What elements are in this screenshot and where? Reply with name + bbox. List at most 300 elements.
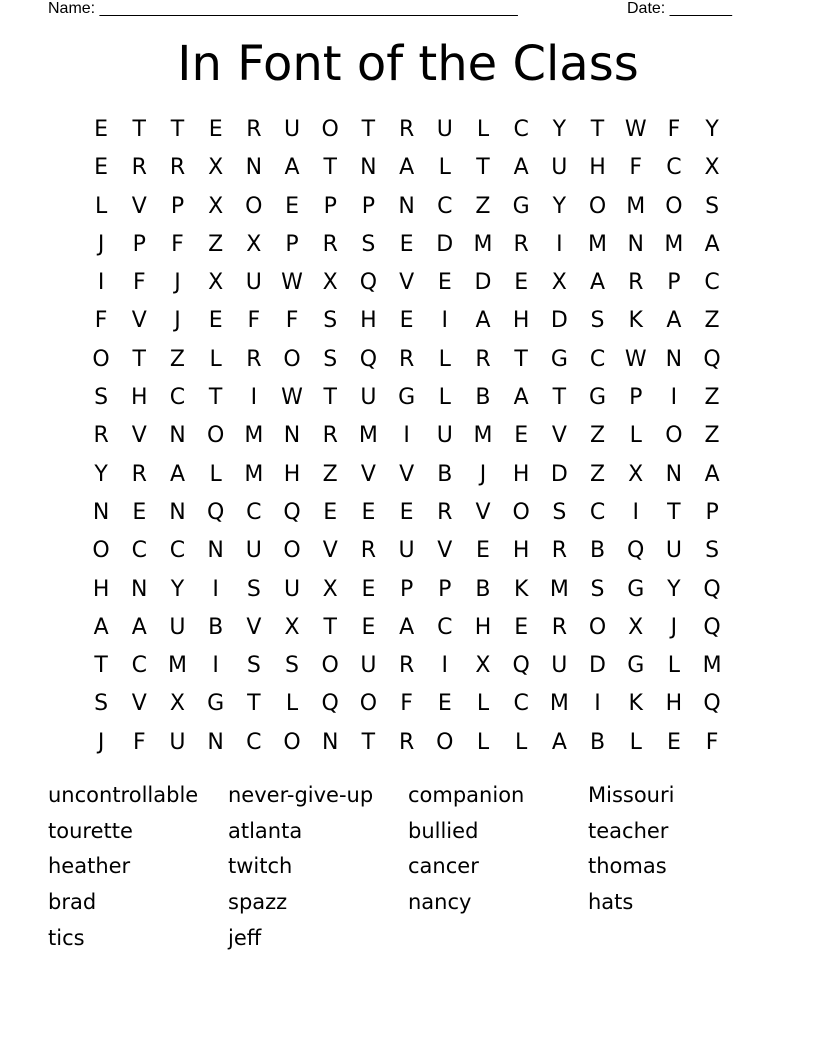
word-list-item: Missouri [588,783,675,807]
grid-cell: U [283,576,301,602]
grid-cell: O [588,614,607,640]
grid-cell: V [246,614,262,640]
grid-cell: H [360,308,377,334]
grid-cell: R [513,231,529,257]
grid-cell: E [476,538,490,564]
grid-cell: L [667,653,681,679]
grid-cell: Q [703,691,721,717]
grid-cell: A [399,614,415,640]
grid-cell: Y [552,117,567,142]
grid-cell: W [281,270,303,296]
word-list-item: companion [408,783,525,807]
letter-grid [82,111,732,762]
grid-cell: X [551,270,567,296]
grid-cell: M [626,193,646,219]
grid-cell: R [475,346,491,372]
grid-cell: R [93,423,109,449]
grid-cell: D [550,461,568,487]
grid-cell: F [285,308,299,334]
word-list-item: tics [48,925,85,950]
grid-cell: N [665,346,683,372]
grid-cell: L [209,346,222,372]
grid-cell: Y [94,461,108,487]
grid-cell: O [92,538,110,564]
grid-cell: R [398,729,415,755]
grid-cell: A [513,385,529,411]
grid-cell: B [437,461,453,487]
grid-cell: I [594,691,601,717]
grid-cell: Y [170,576,185,602]
grid-cell: L [438,346,451,372]
word-list-item: spazz [228,890,288,915]
grid-row [82,417,732,455]
grid-cell: I [632,499,639,525]
grid-cell: O [206,423,225,449]
grid-cell: E [361,576,376,602]
grid-cell: X [322,576,338,602]
word-list-item: cancer [408,854,479,879]
grid-cell: C [513,117,529,142]
grid-cell: H [92,576,110,602]
grid-cell: I [441,308,449,334]
grid-cell: P [667,270,681,296]
grid-cell: Q [321,691,339,717]
grid-cell: T [323,614,337,640]
grid-cell: O [283,729,301,755]
grid-cell: O [321,653,339,679]
grid-cell: I [97,270,105,296]
grid-cell: B [475,576,491,602]
grid-cell: C [246,499,262,525]
grid-cell: B [589,729,606,755]
grid-cell: E [399,231,414,257]
grid-cell: E [132,499,147,525]
grid-row [82,494,732,532]
word-list-item: teacher [588,818,669,843]
grid-cell: S [246,576,261,602]
grid-cell: Z [704,385,720,411]
grid-cell: Z [589,461,606,487]
grid-cell: L [629,729,642,755]
grid-cell: Z [589,423,606,449]
grid-row [82,264,732,302]
grid-cell: O [512,499,530,525]
grid-cell: H [512,461,530,487]
grid-cell: X [628,614,644,640]
grid-cell: R [322,423,338,449]
grid-cell: N [207,538,224,564]
grid-cell: W [281,385,303,411]
grid-cell: X [208,193,224,219]
grid-cell: E [514,614,529,640]
grid-cell: C [169,385,186,411]
grid-cell: D [436,231,454,257]
grid-cell: C [131,538,147,564]
grid-row [82,302,732,340]
grid-cell: X [169,691,185,717]
grid-cell: U [360,653,377,679]
grid-cell: R [246,117,262,142]
grid-cell: V [437,538,453,564]
grid-cell: P [132,231,146,257]
grid-cell: T [552,385,567,411]
grid-cell: U [551,653,568,679]
grid-cell: A [284,155,300,181]
grid-cell: E [361,499,376,525]
grid-cell: Z [475,193,491,219]
grid-cell: A [93,614,109,640]
word-list-item [408,921,588,957]
grid-cell: V [399,461,415,487]
grid-cell: J [670,614,678,640]
word-list-item: atlanta [228,818,303,843]
grid-cell: G [512,193,530,219]
grid-cell: O [283,346,301,372]
word-list-item [588,921,768,957]
grid-cell: O [359,691,378,717]
word-list-item: bullied [408,818,479,843]
grid-row [82,456,732,494]
word-list-item: thomas [588,854,667,879]
grid-cell: H [474,614,492,640]
grid-cell: X [246,231,262,257]
grid-cell: M [664,231,684,257]
grid-row [82,685,732,723]
grid-cell: H [665,691,683,717]
grid-cell: S [94,385,109,411]
grid-cell: S [705,193,720,219]
grid-cell: A [399,155,415,181]
grid-cell: R [398,346,415,372]
grid-cell: S [552,499,567,525]
grid-cell: E [323,499,338,525]
grid-cell: C [437,193,453,219]
grid-cell: E [514,423,529,449]
grid-cell: S [94,691,109,717]
grid-cell: J [97,729,105,755]
grid-cell: J [479,461,487,487]
grid-cell: C [589,499,606,525]
grid-cell: X [475,653,491,679]
word-list-item: uncontrollable [48,783,199,807]
grid-cell: C [246,729,262,755]
grid-cell: Q [359,270,378,296]
grid-cell: L [285,691,299,717]
grid-cell: I [556,231,563,257]
grid-cell: E [399,499,414,525]
grid-cell: R [322,231,338,257]
grid-row [82,532,732,570]
grid-cell: L [629,423,642,449]
grid-cell: P [629,385,643,411]
grid-cell: R [131,155,147,181]
grid-cell: N [665,461,683,487]
grid-cell: M [244,423,264,449]
grid-cell: U [245,538,262,564]
grid-cell: L [438,385,451,411]
grid-cell: F [171,231,184,257]
grid-cell: T [323,385,337,411]
grid-cell: F [132,270,146,296]
grid-cell: M [549,576,569,602]
grid-cell: C [589,346,606,372]
grid-cell: N [283,423,301,449]
word-list-item: twitch [228,854,293,879]
grid-row [82,149,732,187]
grid-cell: F [132,729,146,755]
grid-cell: P [399,576,414,602]
grid-cell: H [512,308,530,334]
grid-cell: T [170,117,185,142]
grid-cell: S [323,308,338,334]
grid-cell: C [169,538,186,564]
grid-cell: Z [704,308,720,334]
grid-cell: A [551,729,567,755]
grid-cell: D [589,653,606,679]
grid-cell: V [475,499,491,525]
grid-cell: R [246,346,262,372]
grid-cell: N [627,231,644,257]
grid-cell: T [590,117,605,142]
grid-cell: M [702,653,722,679]
grid-cell: H [131,385,148,411]
grid-cell: K [628,308,643,334]
grid-cell: G [207,691,225,717]
grid-cell: F [629,155,643,181]
grid-cell: L [515,729,528,755]
grid-cell: C [437,614,453,640]
grid-row [82,379,732,417]
grid-cell: N [207,729,224,755]
grid-cell: R [551,538,567,564]
grid-cell: V [360,461,376,487]
grid-cell: Y [705,117,719,142]
grid-cell: E [208,308,223,334]
grid-cell: W [624,117,647,142]
word-list [48,778,768,956]
grid-cell: Z [169,346,185,372]
grid-cell: T [94,653,108,679]
word-list-item: brad [48,890,97,915]
grid-cell: C [513,691,529,717]
grid-cell: N [131,576,148,602]
grid-cell: O [92,346,110,372]
grid-cell: J [174,308,181,334]
grid-cell: F [705,729,719,755]
grid-cell: N [360,155,377,181]
grid-cell: S [285,653,300,679]
word-list-item: jeff [228,925,262,950]
grid-cell: A [475,308,491,334]
grid-cell: I [403,423,410,449]
grid-row [82,188,732,226]
grid-cell: E [361,614,376,640]
grid-cell: N [398,193,415,219]
grid-cell: H [512,538,530,564]
grid-cell: V [399,270,415,296]
grid-cell: E [94,155,109,181]
grid-cell: F [667,117,681,142]
grid-cell: Q [703,346,721,372]
grid-cell: A [704,461,720,487]
grid-cell: O [321,117,339,142]
grid-cell: M [167,653,187,679]
grid-cell: W [624,346,647,372]
grid-cell: N [169,499,186,525]
grid-cell: U [436,423,453,449]
grid-cell: P [285,231,299,257]
grid-cell: S [590,576,605,602]
grid-cell: T [667,499,681,525]
worksheet-header [48,0,748,20]
grid-cell: I [441,653,449,679]
grid-cell: L [476,729,490,755]
grid-cell: Q [703,614,721,640]
word-list-item: heather [48,854,131,879]
grid-cell: E [94,117,109,142]
grid-cell: I [212,576,219,602]
grid-cell: L [209,461,222,487]
grid-cell: S [705,538,720,564]
grid-cell: T [514,346,528,372]
grid-cell: X [704,155,720,181]
grid-cell: T [208,385,223,411]
grid-cell: V [131,308,147,334]
grid-cell: N [245,155,263,181]
grid-cell: L [476,117,490,142]
grid-cell: P [438,576,452,602]
grid-cell: G [550,346,568,372]
grid-cell: O [245,193,263,219]
grid-cell: F [400,691,413,717]
grid-cell: G [398,385,416,411]
grid-cell: U [665,538,682,564]
grid-cell: E [437,691,452,717]
grid-cell: O [588,193,607,219]
grid-cell: E [285,193,299,219]
grid-cell: T [361,117,376,142]
grid-cell: O [436,729,454,755]
grid-cell: S [246,653,261,679]
grid-cell: P [705,499,719,525]
page-title: In Font of the Class [177,36,639,92]
grid-row [82,111,732,149]
grid-cell: A [704,231,720,257]
grid-cell: E [399,308,414,334]
word-list-item: tourette [48,818,133,843]
grid-cell: V [131,423,147,449]
grid-cell: U [398,538,415,564]
grid-row [82,226,732,264]
grid-cell: P [170,193,185,219]
grid-cell: B [208,614,224,640]
grid-cell: R [437,499,453,525]
grid-cell: A [666,308,682,334]
grid-cell: R [169,155,186,181]
grid-cell: F [247,308,261,334]
grid-cell: R [398,653,415,679]
grid-cell: N [321,729,339,755]
word-list-item: nancy [408,890,472,915]
grid-cell: B [475,385,491,411]
grid-cell: J [97,231,105,257]
grid-cell: G [627,576,645,602]
word-list-item: hats [588,890,634,915]
grid-cell: O [283,538,301,564]
grid-cell: R [360,538,377,564]
grid-cell: Q [627,538,645,564]
grid-cell: Q [359,346,378,372]
grid-cell: U [245,270,262,296]
word-list-item: never-give-up [228,783,374,807]
grid-cell: V [551,423,567,449]
grid-cell: R [398,117,415,142]
grid-cell: A [169,461,185,487]
grid-cell: E [437,270,452,296]
grid-cell: Q [512,653,530,679]
grid-cell: L [94,193,108,219]
grid-row [82,724,732,762]
grid-cell: M [473,231,493,257]
grid-cell: J [174,270,181,296]
grid-cell: T [247,691,261,717]
grid-cell: T [132,117,146,142]
grid-cell: A [590,270,606,296]
grid-cell: P [323,193,337,219]
grid-cell: Y [667,576,681,602]
grid-cell: S [323,346,338,372]
grid-cell: Z [322,461,338,487]
grid-cell: U [169,729,186,755]
grid-cell: F [94,308,108,334]
grid-cell: T [476,155,490,181]
grid-cell: V [131,193,147,219]
grid-cell: U [283,117,301,142]
grid-cell: D [550,308,568,334]
grid-cell: X [208,155,224,181]
grid-cell: C [666,155,682,181]
grid-cell: C [704,270,720,296]
grid-cell: I [212,653,219,679]
grid-cell: G [589,385,607,411]
grid-cell: U [360,385,377,411]
grid-cell: X [284,614,300,640]
grid-cell: Q [703,576,721,602]
grid-cell: I [250,385,258,411]
grid-cell: S [590,308,605,334]
grid-cell: V [131,691,147,717]
grid-cell: K [628,691,643,717]
grid-cell: X [322,270,338,296]
grid-cell: G [627,653,645,679]
grid-cell: M [244,461,264,487]
grid-cell: Z [208,231,224,257]
grid-row [82,571,732,609]
grid-cell: O [665,423,683,449]
grid-cell: R [551,614,567,640]
date-field-label: Date: _______ [627,0,732,17]
grid-cell: D [474,270,492,296]
grid-cell: K [513,576,529,602]
grid-cell: I [670,385,678,411]
grid-cell: M [473,423,493,449]
grid-cell: L [438,155,451,181]
grid-cell: C [131,653,147,679]
grid-cell: Z [704,423,720,449]
name-field-label: Name: _______________________________________________ [48,0,518,17]
grid-cell: E [514,270,529,296]
grid-cell: T [132,346,146,372]
